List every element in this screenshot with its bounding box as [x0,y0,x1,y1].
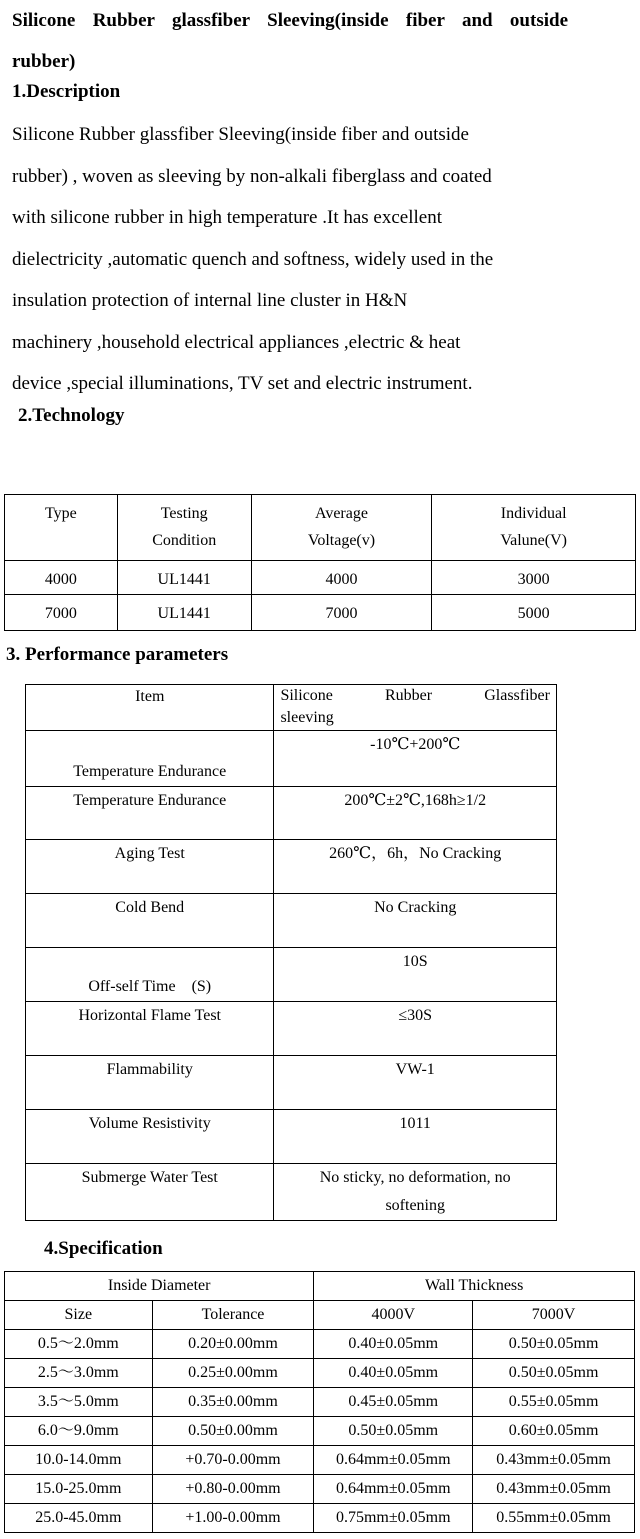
table-cell: UL1441 [117,561,251,595]
table-cell: 0.40±0.05mm [314,1330,473,1359]
table-cell: 0.43mm±0.05mm [473,1446,635,1475]
item-cell: Cold Bend [26,894,274,948]
table-cell: 0.64mm±0.05mm [314,1475,473,1504]
table-row [5,1417,635,1446]
value-cell: No sticky, no deformation, no softening [274,1164,557,1221]
table-row [5,1475,635,1504]
table-row [26,1110,557,1164]
table-row [26,787,557,840]
table-cell: 5000 [432,595,636,631]
table-row [26,840,557,894]
value-cell: 10S [274,948,557,1002]
table-header-row [26,685,557,731]
document-title [12,0,612,82]
header-4000v: 4000V [314,1301,473,1330]
header-size: Size [5,1301,153,1330]
table-cell: 0.35±0.00mm [152,1388,314,1417]
table-row [5,1359,635,1388]
table-cell: 25.0-45.0mm [5,1504,153,1533]
description-line: rubber) , woven as sleeving by non-alkali fiberglass and coated [12,165,492,187]
value-cell: 260℃，6h，No Cracking [274,840,557,894]
table-cell: 3.5～5.0mm [5,1388,153,1417]
table-cell: 0.55±0.05mm [473,1388,635,1417]
table-cell: 0.25±0.00mm [152,1359,314,1388]
header-inside-diameter: Inside Diameter [5,1272,314,1301]
header-average-voltage: Average Voltage(v) [251,495,432,561]
table-cell: UL1441 [117,595,251,631]
value-cell: 200℃±2℃,168h≥1/2 [274,787,557,840]
header-item: Item [26,685,274,731]
item-cell: Off-self Time (S) [26,948,274,1002]
table-cell: 0.75mm±0.05mm [314,1504,473,1533]
table-cell: 0.43mm±0.05mm [473,1475,635,1504]
value-cell: ≤30S [274,1002,557,1056]
description-body [12,114,612,405]
table-cell: 0.20±0.00mm [152,1330,314,1359]
table-cell: 0.40±0.05mm [314,1359,473,1388]
table-row [5,1330,635,1359]
table-row [26,1002,557,1056]
table-cell: 7000 [251,595,432,631]
item-cell: Horizontal Flame Test [26,1002,274,1056]
value-cell: VW-1 [274,1056,557,1110]
description-line: insulation protection of internal line cluster in H&N [12,290,408,311]
header-type: Type [5,495,118,561]
table-cell: 4000 [5,561,118,595]
table-row [5,595,636,631]
specification-table [4,1271,635,1533]
specification-heading: 4.Specification [44,1238,163,1259]
header-individual-value: Individual Valune(V) [432,495,636,561]
table-header-row [5,495,636,561]
item-cell: Temperature Endurance [26,731,274,787]
item-cell: Flammability [26,1056,274,1110]
table-cell: 0.64mm±0.05mm [314,1446,473,1475]
header-material: Silicone Rubber Glassfiber sleeving [274,685,557,731]
table-cell: 4000 [251,561,432,595]
description-line: dielectricity ,automatic quench and softness, widely used in the [12,248,494,270]
table-row [5,1504,635,1533]
table-group-header-row [5,1272,635,1301]
table-cell: 6.0～9.0mm [5,1417,153,1446]
value-cell: -10℃+200℃ [274,731,557,787]
performance-table [25,684,557,1221]
table-cell: 2.5～3.0mm [5,1359,153,1388]
table-row [5,1388,635,1417]
header-7000v: 7000V [473,1301,635,1330]
table-row [5,1446,635,1475]
technology-table [4,494,636,631]
table-cell: 0.5～2.0mm [5,1330,153,1359]
item-cell: Temperature Endurance [26,787,274,840]
table-cell: 0.50±0.05mm [473,1359,635,1388]
table-row [26,948,557,1002]
description-heading: 1.Description [12,81,121,102]
table-cell: +0.80-0.00mm [152,1475,314,1504]
table-row [26,1164,557,1221]
description-line: Silicone Rubber glassfiber Sleeving(inside fiber and outside [12,124,469,145]
value-cell: 1011 [274,1110,557,1164]
table-row [26,1056,557,1110]
table-cell: 3000 [432,561,636,595]
header-tolerance: Tolerance [152,1301,314,1330]
title-line-2: rubber) [12,51,76,72]
table-cell: 10.0-14.0mm [5,1446,153,1475]
description-line: with silicone rubber in high temperature .It has excellent [12,207,442,228]
table-cell: 0.50±0.05mm [314,1417,473,1446]
table-row [5,561,636,595]
description-line: device ,special illuminations, TV set and electric instrument. [12,373,473,394]
table-cell: +1.00-0.00mm [152,1504,314,1533]
header-testing-condition: Testing Condition [117,495,251,561]
table-cell: 7000 [5,595,118,631]
item-cell: Volume Resistivity [26,1110,274,1164]
technology-heading: 2.Technology [18,405,125,426]
table-cell: 0.50±0.00mm [152,1417,314,1446]
table-cell: 0.45±0.05mm [314,1388,473,1417]
title-line-1: Silicone Rubber glassfiber Sleeving(inside fiber and outside [12,10,568,31]
table-header-row [5,1301,635,1330]
table-cell: 0.50±0.05mm [473,1330,635,1359]
table-cell: +0.70-0.00mm [152,1446,314,1475]
item-cell: Aging Test [26,840,274,894]
value-cell: No Cracking [274,894,557,948]
header-wall-thickness: Wall Thickness [314,1272,635,1301]
table-row [26,731,557,787]
table-cell: 0.55mm±0.05mm [473,1504,635,1533]
performance-heading: 3. Performance parameters [6,644,229,665]
item-cell: Submerge Water Test [26,1164,274,1221]
description-line: machinery ,household electrical appliances ,electric & heat [12,331,461,353]
table-cell: 15.0-25.0mm [5,1475,153,1504]
table-row [26,894,557,948]
table-cell: 0.60±0.05mm [473,1417,635,1446]
